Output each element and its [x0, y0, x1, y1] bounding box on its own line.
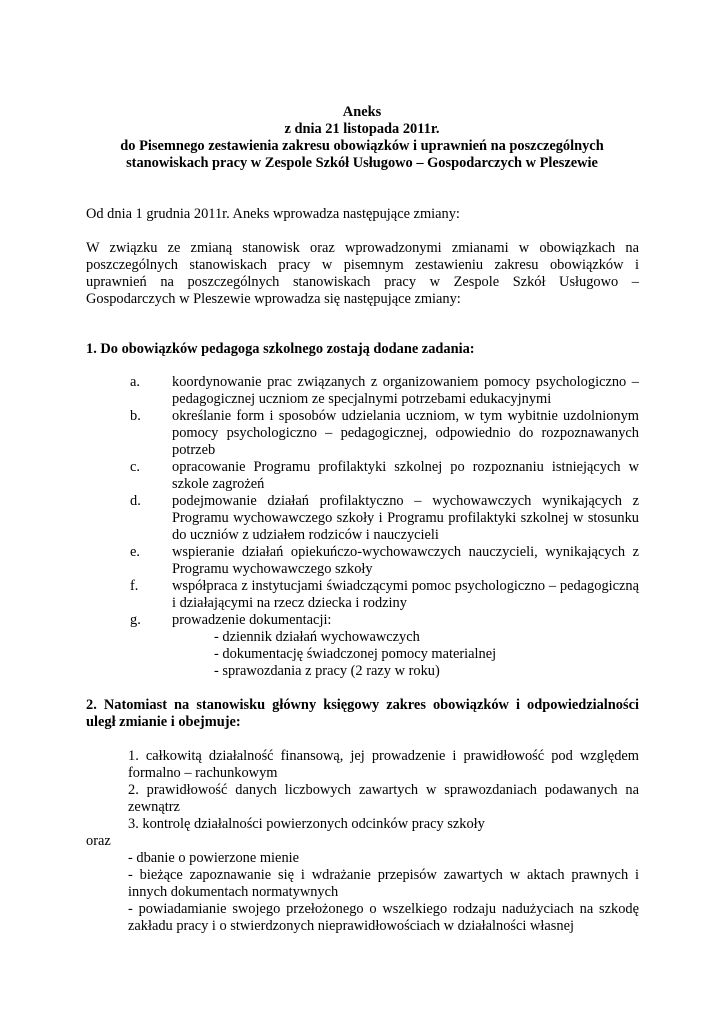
intro-line: Od dnia 1 grudnia 2011r. Aneks wprowadza następujące zmiany: [86, 206, 460, 222]
item-text: określanie form i sposobów udzielania uczniom, w tym wybitnie uzdolnionym pomocy psychologiczno – pedagogicznej, odpowiednio do rozpoznawanych potrzeb [172, 408, 639, 458]
list-item [0, 578, 724, 612]
list-item [0, 544, 724, 578]
documentation-subitem: - dziennik działań wychowawczych [214, 629, 420, 645]
item-text: prowadzenie dokumentacji: [172, 612, 332, 628]
item-text: współpraca z instytucjami świadczącymi pomoc psychologiczno – pedagogiczną i działającymi na rzecz dziecka i rodziny [172, 578, 639, 611]
section-1-heading: 1. Do obowiązków pedagoga szkolnego zostają dodane zadania: [86, 341, 475, 357]
title-line-4: stanowiskach pracy w Zespole Szkół Usługowo – Gospodarczych w Pleszewie [126, 155, 598, 171]
dash-item: - bieżące zapoznawanie się i wdrażanie przepisów zawartych w aktach prawnych i innych dokumentach normatywnych [128, 867, 639, 900]
item-letter: b. [130, 408, 141, 424]
list-item [0, 459, 724, 493]
item-letter: a. [130, 374, 140, 390]
item-text: wspieranie działań opiekuńczo-wychowawczych nauczycieli, wynikających z Programu wychowawczego szkoły [172, 544, 639, 577]
document-title [60, 104, 664, 172]
item-letter: d. [130, 493, 141, 509]
section-2-heading: 2. Natomiast na stanowisku główny księgowy zakres obowiązków i odpowiedzialności uległ zmianie i obejmuje: [86, 697, 639, 730]
list-item [0, 612, 724, 629]
title-line-2: z dnia 21 listopada 2011r. [284, 121, 440, 137]
documentation-subitem: - dokumentację świadczonej pomocy materialnej [214, 646, 497, 662]
list-item [0, 408, 724, 459]
intro-paragraph: W związku ze zmianą stanowisk oraz wprowadzonymi zmianami w obowiązkach na poszczególnych stanowiskach pracy w pisemnym zestawieniu zakresu obowiązków i uprawnień na poszczególnych stanowiskach pracy w Zespole Szkół Usługowo – Gospodarczych w Pleszewie wprowadza się następujące zmiany: [86, 240, 639, 307]
dash-item: - dbanie o powierzone mienie [128, 850, 300, 866]
list-item [0, 374, 724, 408]
item-letter: f. [130, 578, 139, 594]
title-line-3: do Pisemnego zestawienia zakresu obowiązków i uprawnień na poszczególnych [120, 138, 604, 154]
numbered-item: 2. prawidłowość danych liczbowych zawartych w sprawozdaniach podawanych na zewnątrz [128, 782, 639, 815]
numbered-item: 3. kontrolę działalności powierzonych odcinków pracy szkoły [128, 816, 485, 832]
numbered-item: 1. całkowitą działalność finansową, jej prowadzenie i prawidłowość pod względem formalno – rachunkowym [128, 748, 639, 781]
item-letter: g. [130, 612, 141, 628]
dash-item: - powiadamianie swojego przełożonego o wszelkiego rodzaju nadużyciach na szkodę zakładu pracy i o stwierdzonych nieprawidłowościach w działalności własnej [128, 901, 639, 934]
item-text: podejmowanie działań profilaktyczno – wychowawczych wynikających z Programu wychowawczego szkoły i Programu profilaktyki szkolnej w stosunku do uczniów z udziałem rodziców i nauczycieli [172, 493, 639, 543]
documentation-subitem: - sprawozdania z pracy (2 razy w roku) [214, 663, 440, 679]
list-item [0, 493, 724, 544]
item-text: koordynowanie prac związanych z organizowaniem pomocy psychologiczno – pedagogicznej uczniom ze specjalnymi potrzebami edukacyjnymi [172, 374, 639, 407]
item-letter: e. [130, 544, 140, 560]
item-letter: c. [130, 459, 140, 475]
title-line-1: Aneks [342, 104, 382, 120]
oraz-label: oraz [86, 833, 111, 849]
item-text: opracowanie Programu profilaktyki szkolnej po rozpoznaniu istniejących w szkole zagrożeń [172, 459, 639, 492]
